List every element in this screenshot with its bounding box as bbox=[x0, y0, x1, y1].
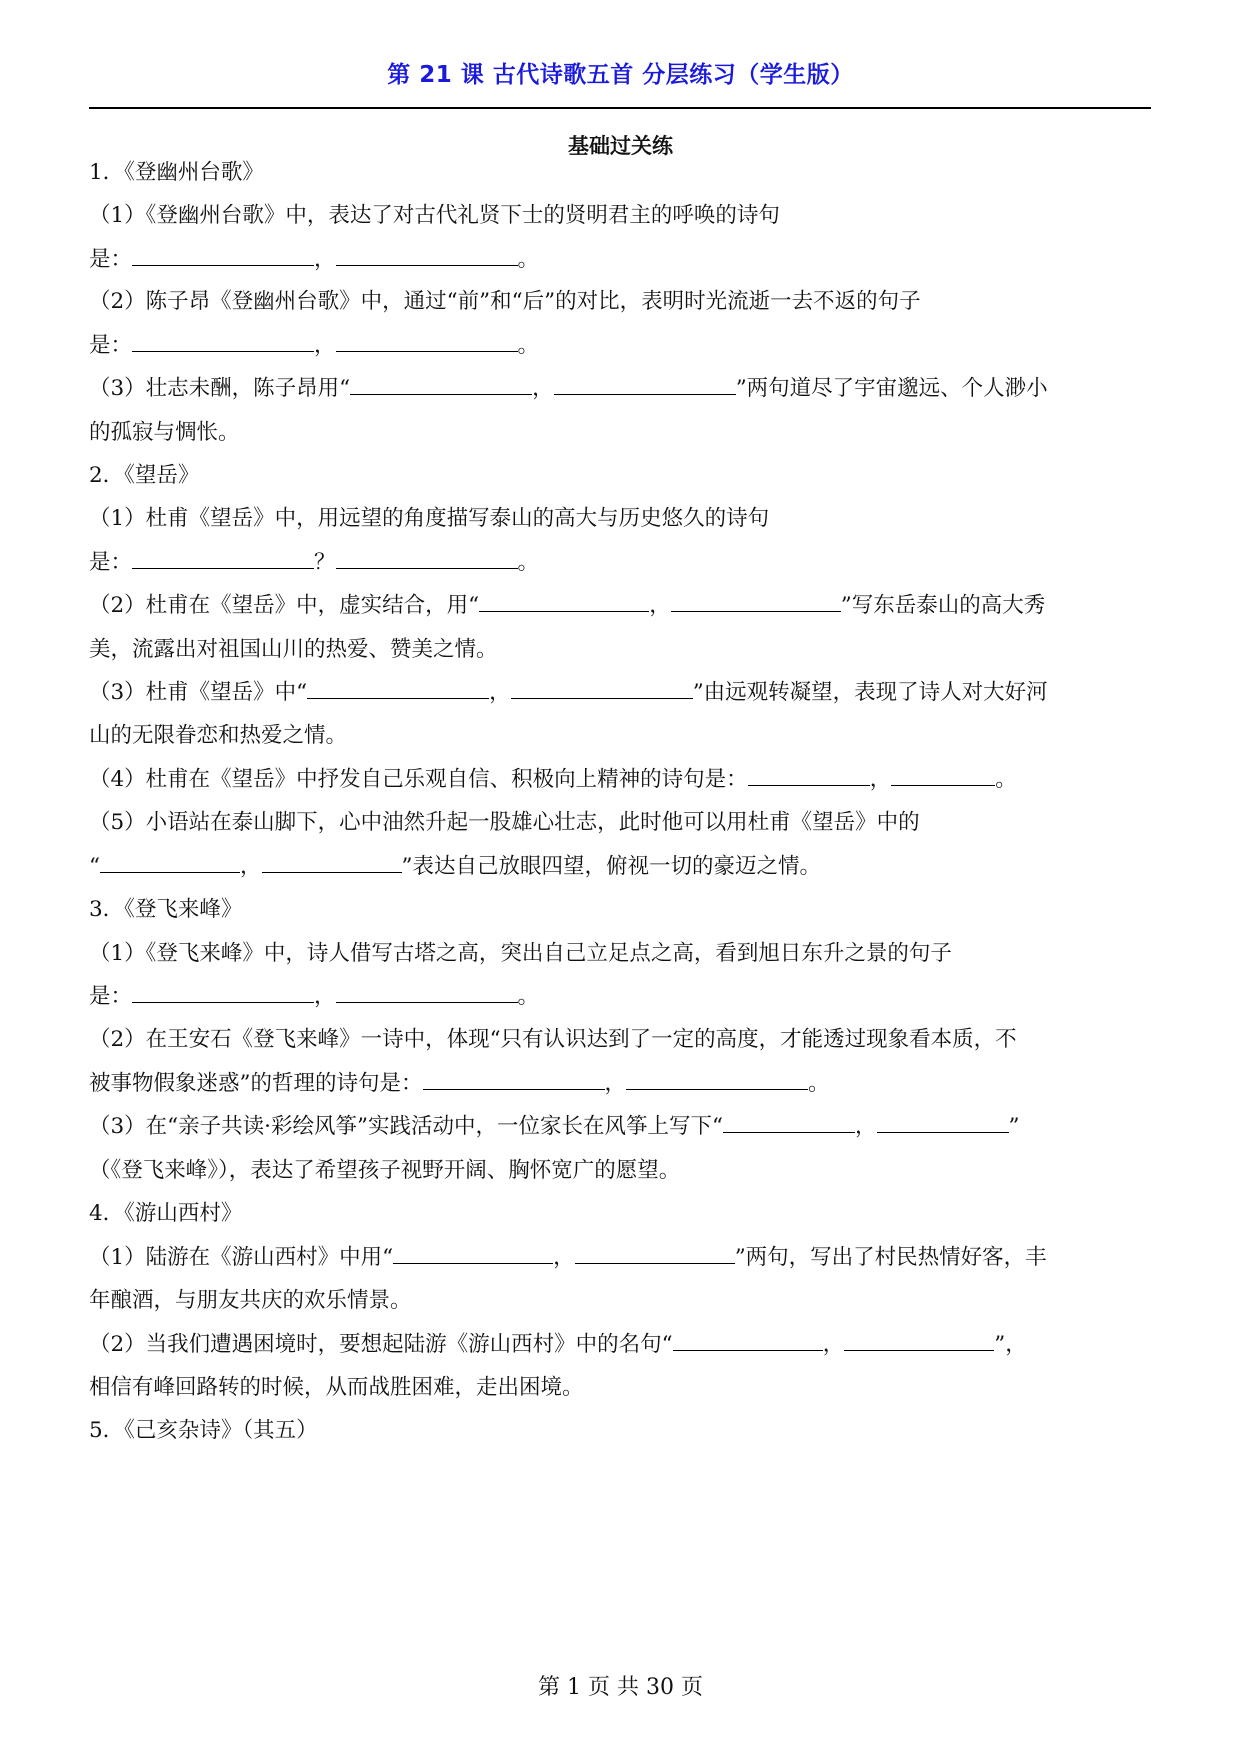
question-text: 年酿酒，与朋友共庆的欢乐情景。 bbox=[89, 1288, 412, 1313]
fill-blank[interactable] bbox=[844, 1330, 994, 1351]
question-text: 山的无限眷恋和热爱之情。 bbox=[89, 723, 348, 748]
question-text: 相信有峰回路转的时候，从而战胜困难，走出困境。 bbox=[89, 1375, 584, 1400]
fill-blank[interactable] bbox=[307, 678, 489, 699]
question-heading: 2．《望岳》 bbox=[89, 463, 200, 488]
fill-blank[interactable] bbox=[132, 982, 314, 1003]
fill-blank[interactable] bbox=[891, 765, 995, 786]
question-heading: 4．《游山西村》 bbox=[89, 1201, 243, 1226]
answer-suffix: 。 bbox=[517, 550, 540, 575]
header-divider bbox=[89, 107, 1151, 109]
fill-blank[interactable] bbox=[423, 1069, 605, 1090]
answer-line: “ ， ”表达自己放眼四望，俯视一切的豪迈之情。 bbox=[89, 854, 822, 879]
question-text: （2）当我们遭遇困境时，要想起陆游《游山西村》中的名句“ ， ”， bbox=[89, 1332, 1027, 1357]
question-text: （3）在“亲子共读·彩绘风筝”实践活动中，一位家长在风筝上写下“ ， ” bbox=[89, 1114, 1020, 1139]
fill-blank[interactable] bbox=[100, 852, 240, 873]
fill-blank[interactable] bbox=[132, 548, 314, 569]
fill-blank[interactable] bbox=[393, 1243, 553, 1264]
fill-blank[interactable] bbox=[877, 1112, 1009, 1133]
question-text: 的孤寂与惆怅。 bbox=[89, 420, 240, 445]
fill-blank[interactable] bbox=[511, 678, 693, 699]
answer-separator: ？ bbox=[314, 550, 336, 575]
question-text: （1）杜甫《望岳》中，用远望的角度描写泰山的高大与历史悠久的诗句 bbox=[89, 506, 770, 531]
answer-prefix: 是： bbox=[89, 550, 133, 575]
fill-blank[interactable] bbox=[262, 852, 402, 873]
question-text: （3）壮志未酬，陈子昂用“ ， ”两句道尽了宇宙邈远、个人渺小 bbox=[89, 376, 1048, 401]
section-title: 基础过关练 bbox=[568, 134, 673, 158]
answer-separator: ， bbox=[314, 247, 336, 272]
question-text: （1）《登飞来峰》中，诗人借写古塔之高，突出自己立足点之高，看到旭日东升之景的句子 bbox=[89, 941, 952, 966]
fill-blank[interactable] bbox=[671, 591, 841, 612]
answer-suffix: 。 bbox=[517, 247, 540, 272]
answer-prefix: 是： bbox=[89, 333, 133, 358]
fill-blank[interactable] bbox=[554, 374, 736, 395]
page-number: 第 1 页 共 30 页 bbox=[538, 1675, 703, 1700]
question-heading: 3．《登飞来峰》 bbox=[89, 897, 243, 922]
answer-suffix: 。 bbox=[517, 984, 540, 1009]
question-text: （1）陆游在《游山西村》中用“ ， ”两句，写出了村民热情好客，丰 bbox=[89, 1245, 1047, 1270]
answer-separator: ， bbox=[314, 333, 336, 358]
fill-blank[interactable] bbox=[723, 1112, 855, 1133]
fill-blank[interactable] bbox=[350, 374, 532, 395]
fill-blank[interactable] bbox=[132, 331, 314, 352]
fill-blank[interactable] bbox=[336, 331, 518, 352]
fill-blank[interactable] bbox=[132, 245, 314, 266]
fill-blank[interactable] bbox=[336, 982, 518, 1003]
fill-blank[interactable] bbox=[336, 548, 518, 569]
question-text: 美，流露出对祖国山川的热爱、赞美之情。 bbox=[89, 637, 498, 662]
fill-blank[interactable] bbox=[748, 765, 870, 786]
question-heading: 1．《登幽州台歌》 bbox=[89, 160, 264, 185]
answer-line: 被事物假象迷惑”的哲理的诗句是： ， 。 bbox=[89, 1071, 830, 1096]
answer-line bbox=[89, 982, 1151, 1012]
fill-blank[interactable] bbox=[673, 1330, 823, 1351]
answer-line bbox=[89, 548, 1151, 578]
fill-blank[interactable] bbox=[479, 591, 649, 612]
question-text: （2）杜甫在《望岳》中，虚实结合，用“ ， ”写东岳泰山的高大秀 bbox=[89, 593, 1046, 618]
question-text: （2）在王安石《登飞来峰》一诗中，体现“只有认识达到了一定的高度，才能透过现象看本质，不 bbox=[89, 1027, 1017, 1052]
fill-blank[interactable] bbox=[336, 245, 518, 266]
question-heading: 5．《己亥杂诗》（其五） bbox=[89, 1418, 318, 1443]
question-text: （5）小语站在泰山脚下，心中油然升起一股雄心壮志，此时他可以用杜甫《望岳》中的 bbox=[89, 810, 920, 835]
question-text: （4）杜甫在《望岳》中抒发自己乐观自信、积极向上精神的诗句是： ， 。 bbox=[89, 767, 1017, 792]
answer-line bbox=[89, 331, 1151, 361]
answer-separator: ， bbox=[314, 984, 336, 1009]
question-text: （3）杜甫《望岳》中“ ， ”由远观转凝望，表现了诗人对大好河 bbox=[89, 680, 1048, 705]
question-text: （2）陈子昂《登幽州台歌》中，通过“前”和“后”的对比，表明时光流逝一去不返的句子 bbox=[89, 289, 921, 314]
question-text: （《登飞来峰》），表达了希望孩子视野开阔、胸怀宽广的愿望。 bbox=[89, 1158, 681, 1183]
question-text: （1）《登幽州台歌》中，表达了对古代礼贤下士的贤明君主的呼唤的诗句 bbox=[89, 203, 780, 228]
answer-line bbox=[89, 245, 1151, 275]
answer-suffix: 。 bbox=[517, 333, 540, 358]
answer-prefix: 是： bbox=[89, 247, 133, 272]
fill-blank[interactable] bbox=[575, 1243, 735, 1264]
fill-blank[interactable] bbox=[626, 1069, 808, 1090]
answer-prefix: 是： bbox=[89, 984, 133, 1009]
document-title: 第 21 课 古代诗歌五首 分层练习（学生版） bbox=[387, 62, 854, 88]
